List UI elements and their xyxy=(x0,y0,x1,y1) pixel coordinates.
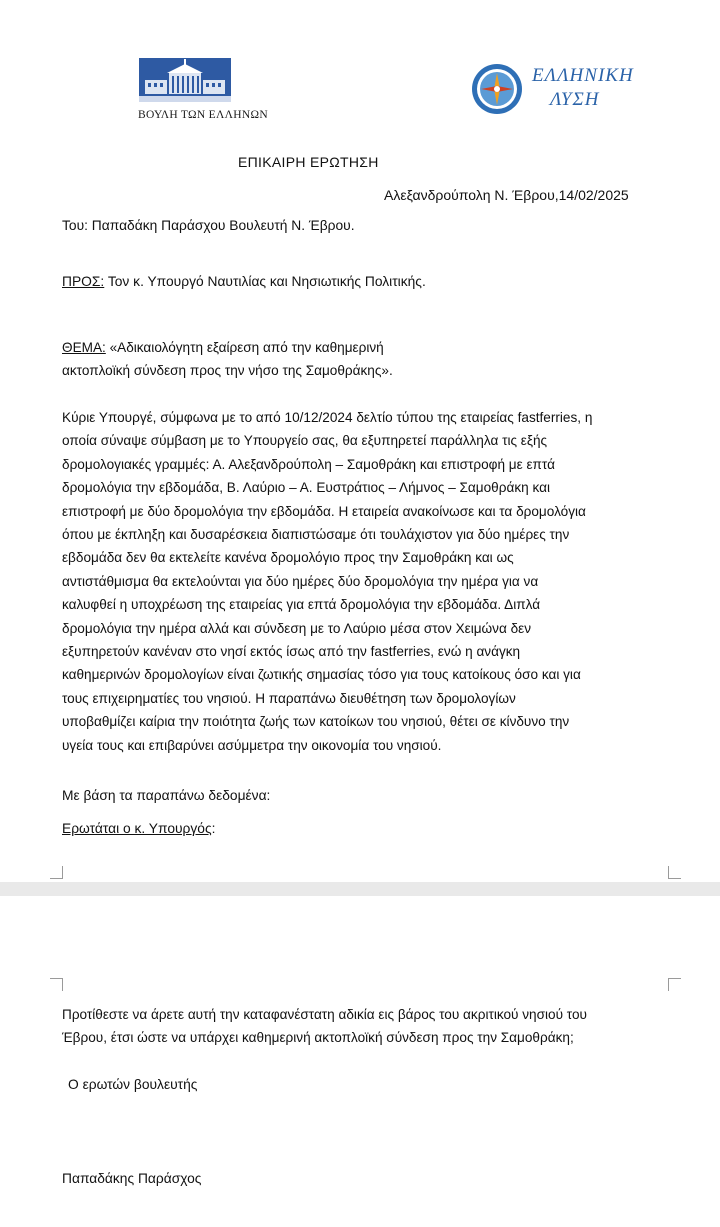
body-line: καλυφθεί η υποχρέωση της εταιρείας για επτά δρομολόγια την εβδομάδα. Διπλά xyxy=(62,597,541,613)
party-name-line1: ΕΛΛΗΝΙΚΗ xyxy=(532,65,634,86)
parliament-logo xyxy=(138,58,268,121)
body-paragraph xyxy=(62,406,642,757)
subject-label: ΘΕΜΑ: xyxy=(62,340,106,355)
asked-line xyxy=(62,821,215,836)
document-title: ΕΠΙΚΑΙΡΗ ΕΡΩΤΗΣΗ xyxy=(238,154,379,170)
body-line: δρομολόγια την ημέρα αλλά και σύνδεση με το Λαύριο μέσα στον Χειμώνα δεν xyxy=(62,620,532,636)
body-line: εβδομάδα δεν θα εκτελείτε κανένα δρομολόγιο προς την Σαμοθράκη και ως xyxy=(62,550,514,566)
body-line: υγεία τους και επιβαρύνει ασύμμετρα την οικονομία του νησιού. xyxy=(62,737,442,753)
page-corner-marker xyxy=(668,978,681,991)
subject-block xyxy=(62,336,642,383)
parliament-building-icon xyxy=(139,58,231,102)
party-name xyxy=(532,64,634,112)
body-line: δρομολόγια την εβδομάδα, Β. Λαύριο – Α. Ευστράτιος – Λήμνος – Σαμοθράκη και xyxy=(62,480,550,496)
subject-line1: «Αδικαιολόγητη εξαίρεση από την καθημερινή xyxy=(105,340,384,355)
parliament-label: ΒΟΥΛΗ ΤΩΝ ΕΛΛΗΝΩΝ xyxy=(138,109,268,121)
from-label: Του: xyxy=(62,218,88,233)
body-line: καθημερινών δρομολογίων είναι ζωτικής σημασίας τόσο για τους κατοίκους όσο και για xyxy=(62,667,581,683)
compass-emblem-icon xyxy=(470,62,524,116)
date-line: Αλεξανδρούπολη Ν. Έβρου,14/02/2025 xyxy=(384,187,629,203)
question-line1: Προτίθεστε να άρετε αυτή την καταφανέστατη αδικία εις βάρος του ακριτικού νησιού του xyxy=(62,1007,587,1022)
signature-title: Ο ερωτών βουλευτής xyxy=(68,1077,198,1092)
party-name-line2: ΛΥΣΗ xyxy=(550,89,600,110)
asked-colon: : xyxy=(211,821,216,836)
body-line: τους επιχειρηματίες του νησιού. Η παραπάνω διευθέτηση των δρομολογίων xyxy=(62,690,516,706)
to-text: Τον κ. Υπουργό Ναυτιλίας και Νησιωτικής Πολιτικής. xyxy=(104,274,426,289)
page-corner-marker xyxy=(50,978,63,991)
body-line: δρομολογιακές γραμμές: Α. Αλεξανδρούπολη – Σαμοθράκη και επιστροφή με επτά xyxy=(62,456,555,472)
page-corner-marker xyxy=(50,866,63,879)
subject-line2: ακτοπλοϊκή σύνδεση προς την νήσο της Σαμοθράκης». xyxy=(62,363,393,379)
body-line: Κύριε Υπουργέ, σύμφωνα με το από 10/12/2024 δελτίο τύπου της εταιρείας fastferries, η xyxy=(62,410,593,425)
signature-name: Παπαδάκης Παράσχος xyxy=(62,1171,202,1186)
page-corner-marker xyxy=(668,866,681,879)
basis-line: Με βάση τα παραπάνω δεδομένα: xyxy=(62,788,271,803)
from-line xyxy=(62,218,355,233)
question-paragraph xyxy=(62,1003,642,1050)
body-line: υποβαθμίζει καίρια την ποιότητα ζωής των κατοίκων του νησιού, θέτει σε κίνδυνο την xyxy=(62,714,570,730)
body-line: αντιστάθμισμα θα εκτελούνται για δύο ημέρες δύο δρομολόγια την ημέρα για να xyxy=(62,573,539,589)
question-line2: Έβρου, έτσι ώστε να υπάρχει καθημερινή ακτοπλοϊκή σύνδεση προς την Σαμοθράκη; xyxy=(62,1030,574,1046)
page-break xyxy=(0,882,720,896)
body-line: οποία σύναψε σύμβαση με το Υπουργείο σας, θα εξυπηρετεί παράλληλα τις εξής xyxy=(62,433,548,449)
body-line: όπου με έκπληξη και δυσαρέσκεια διαπιστώσαμε ότι τουλάχιστον για δύο ημέρες την xyxy=(62,527,570,543)
from-text: Παπαδάκη Παράσχου Βουλευτή Ν. Έβρου. xyxy=(87,218,355,233)
asked-label: Ερωτάται ο κ. Υπουργός xyxy=(62,821,212,836)
to-label: ΠΡΟΣ: xyxy=(62,274,105,289)
body-line: εξυπηρετούν κανέναν στο νησί εκτός ίσως από την fastferries, ενώ η ανάγκη xyxy=(62,644,521,660)
to-line xyxy=(62,274,426,289)
party-logo xyxy=(470,60,640,120)
body-line: επιστροφή με δύο δρομολόγια την εβδομάδα. Η εταιρεία ανακοίνωσε και τα δρομολόγια xyxy=(62,503,586,519)
